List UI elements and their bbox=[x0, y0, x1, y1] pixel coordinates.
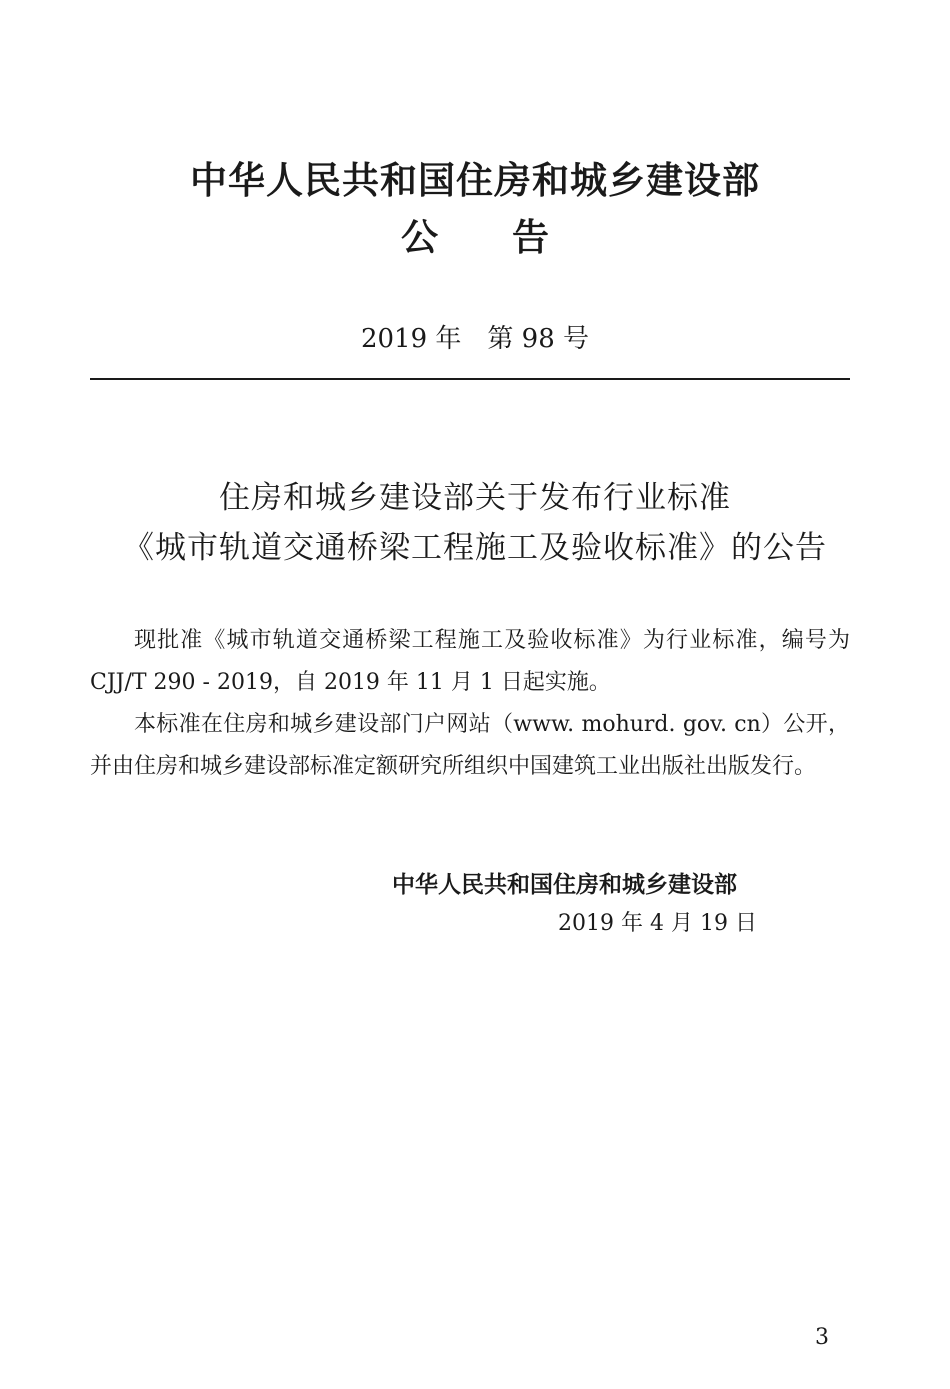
document-title-line1: 住房和城乡建设部关于发布行业标准 bbox=[219, 480, 731, 516]
header-divider bbox=[90, 378, 850, 380]
page-number: 3 bbox=[815, 1325, 829, 1350]
signature-organization: 中华人民共和国住房和城乡建设部 bbox=[392, 872, 737, 898]
announcement-heading: 公告 bbox=[401, 216, 623, 259]
ministry-title: 中华人民共和国住房和城乡建设部 bbox=[190, 159, 760, 202]
signature-date: 2019 年 4 月 19 日 bbox=[558, 911, 757, 936]
body-paragraph-2: 本标准在住房和城乡建设部门户网站（www. mohurd. gov. cn）公开，并由住房和城乡建设部标准定额研究所组织中国建筑工业出版社出版发行。 bbox=[90, 712, 850, 779]
issue-number: 2019 年 第 98 号 bbox=[360, 324, 590, 354]
body-paragraph-1: 现批准《城市轨道交通桥梁工程施工及验收标准》为行业标准，编号为 CJJ/T 290 - 2019，自 2019 年 11 月 1 日起实施。 bbox=[90, 628, 850, 695]
document-title-line2: 《城市轨道交通桥梁工程施工及验收标准》的公告 bbox=[123, 530, 827, 566]
